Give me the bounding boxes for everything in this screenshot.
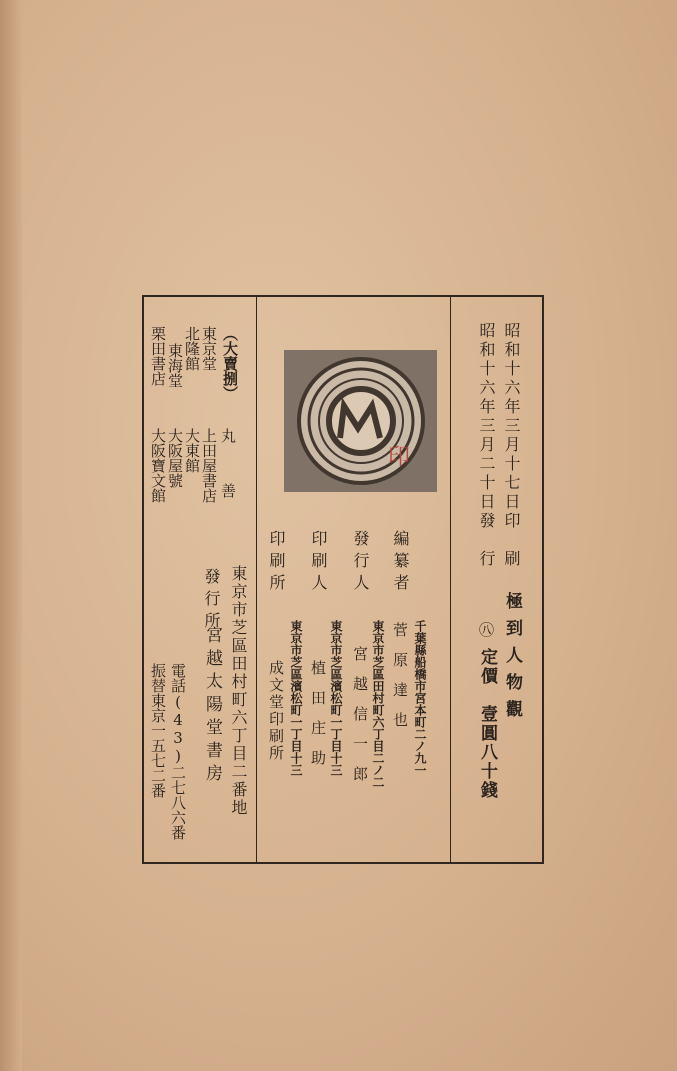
- publisher-person-label: 發行人: [351, 530, 370, 596]
- print-house-address: 東京市芝區濱松町一丁目十三: [289, 620, 303, 776]
- price-mark: ㊇: [477, 622, 495, 637]
- seller-3: 東海堂: [166, 343, 184, 388]
- publisher-seal: [284, 350, 437, 492]
- seller-5: 丸善: [219, 428, 237, 538]
- publisher-label: 發行所: [202, 568, 221, 634]
- publisher-person-address: 東京市芝區田村町六丁目二ノ二: [371, 620, 385, 788]
- seller-2: 北隆館: [183, 326, 201, 371]
- seller-6: 上田屋書店: [200, 428, 218, 503]
- sellers-heading: （大賣捌）: [221, 326, 239, 401]
- editor-name: 菅 原 達 也: [391, 622, 409, 727]
- editor-address: 千葉縣船橋市宮本町二ノ九一: [413, 620, 427, 776]
- publisher-name: 宮越太陽堂書房: [202, 626, 222, 787]
- price: 定價 壹圓八十錢: [477, 648, 497, 800]
- seal-logo-icon: [292, 354, 430, 488]
- seller-7: 大東館: [183, 428, 201, 473]
- divider-left: [256, 297, 257, 862]
- publisher-phone: 電話(43)二七八六番: [169, 663, 187, 840]
- seller-1: 東京堂: [200, 326, 218, 371]
- book-title: 極到人物觀: [502, 592, 522, 727]
- print-house-name: 成文堂印刷所: [267, 660, 285, 762]
- seller-4: 栗田書店: [149, 326, 167, 386]
- seal-stamp: 印: [388, 445, 411, 470]
- printer-person-name: 植 田 庄 助: [309, 660, 327, 765]
- divider-right: [450, 297, 451, 862]
- publisher-account: 振替東京一五七二番: [149, 663, 167, 798]
- editor-label: 編纂者: [391, 530, 410, 596]
- publisher-person-name: 宮 越 信 一 郎: [351, 646, 369, 781]
- print-date: 昭和十六年三月十七日印 刷: [502, 322, 521, 569]
- print-house-label: 印刷所: [267, 530, 286, 596]
- printer-person-label: 印刷人: [309, 530, 328, 596]
- printer-person-address: 東京市芝區濱松町一丁目十三: [329, 620, 343, 776]
- seller-9: 大阪寶文館: [149, 428, 167, 503]
- publisher-address: 東京市芝區田村町六丁目二番地: [229, 565, 248, 817]
- issue-date: 昭和十六年三月二十日發 行: [477, 322, 496, 569]
- page-edge: [0, 0, 22, 1071]
- seller-8: 大阪屋號: [166, 428, 184, 488]
